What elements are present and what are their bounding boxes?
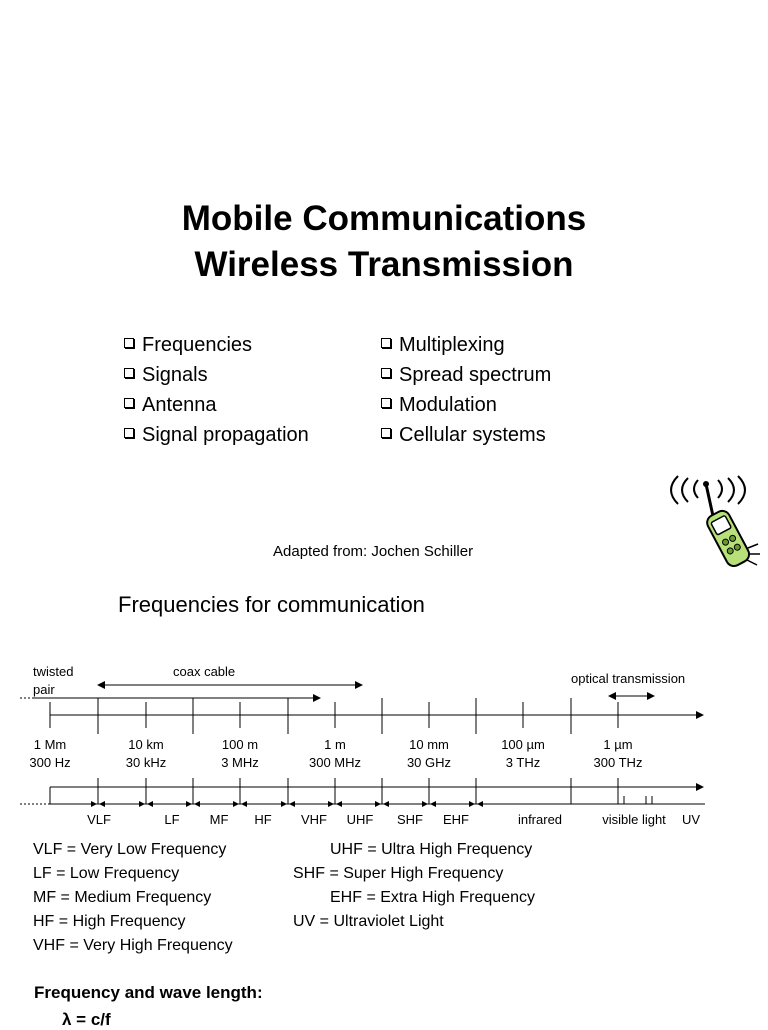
- bullet-item: [381, 360, 551, 390]
- band-label: LF: [164, 812, 180, 827]
- checkbox-bullet-icon: [124, 428, 134, 438]
- section-title: Frequencies for communication: [118, 592, 425, 617]
- band-label: EHF: [443, 812, 469, 827]
- wavelength-heading: Frequency and wave length:: [34, 983, 263, 1002]
- checkbox-bullet-icon: [124, 368, 134, 378]
- band-label: infrared: [517, 812, 563, 827]
- legend-item: VHF = Very High Frequency: [33, 937, 233, 954]
- legend-item: EHF = Extra High Frequency: [330, 889, 535, 906]
- tick-frequency-label: 3 MHz: [221, 755, 259, 770]
- tick-labels: [29, 737, 642, 770]
- bullet-item: [381, 330, 551, 360]
- bullet-text: Antenna: [142, 394, 217, 416]
- band-label: UV: [681, 812, 701, 827]
- legend-item: LF = Low Frequency: [33, 865, 180, 882]
- title-line-2: Wireless Transmission: [194, 245, 574, 284]
- bullet-item: [381, 390, 551, 420]
- legend-item: MF = Medium Frequency: [33, 889, 212, 906]
- bullet-text: Frequencies: [142, 334, 253, 356]
- bullet-list-right: [381, 330, 551, 450]
- checkbox-bullet-icon: [124, 398, 134, 408]
- band-arrowhead-right: [336, 801, 342, 807]
- band-boundary-marks: [91, 778, 652, 807]
- checkbox-bullet-icon: [381, 398, 391, 408]
- band-label: MF: [209, 812, 229, 827]
- label-twisted-pair-2: pair: [33, 682, 55, 697]
- legend-left: [33, 838, 233, 958]
- band-arrowhead-left: [375, 801, 381, 807]
- tick-wavelength-label: 10 km: [128, 737, 164, 752]
- band-label: VHF: [301, 812, 327, 827]
- top-axis-ticks: [50, 698, 618, 734]
- checkbox-bullet-icon: [124, 338, 134, 348]
- bullet-item: [381, 420, 551, 450]
- legend-item: HF = High Frequency: [33, 913, 186, 930]
- band-arrowhead-right: [430, 801, 436, 807]
- label-coax-cable: coax cable: [173, 664, 236, 679]
- bullet-item: [124, 420, 309, 450]
- legend-item: SHF = Super High Frequency: [293, 865, 504, 882]
- tick-wavelength-label: 100 µm: [501, 737, 545, 752]
- band-label: UHF: [346, 812, 374, 827]
- band-arrowhead-left: [186, 801, 192, 807]
- bullet-text: Multiplexing: [399, 334, 505, 356]
- legend-right: [293, 838, 535, 934]
- tick-frequency-label: 3 THz: [505, 755, 541, 770]
- legend-item: VLF = Very Low Frequency: [33, 841, 227, 858]
- label-twisted-pair-1: twisted: [33, 664, 74, 679]
- frequency-spectrum-diagram: [0, 650, 768, 835]
- legend-item: UV = Ultraviolet Light: [293, 913, 444, 930]
- tick-wavelength-label: 1 m: [324, 737, 346, 752]
- tick-frequency-label: 300 THz: [593, 755, 643, 770]
- band-arrowhead-right: [477, 801, 483, 807]
- tick-frequency-label: 300 Hz: [29, 755, 71, 770]
- checkbox-bullet-icon: [381, 338, 391, 348]
- tick-wavelength-label: 10 mm: [409, 737, 449, 752]
- bullet-item: [124, 360, 309, 390]
- checkbox-bullet-icon: [381, 368, 391, 378]
- band-label: VLF: [87, 812, 111, 827]
- band-label: HF: [254, 812, 272, 827]
- band-arrowhead-left: [281, 801, 287, 807]
- tick-frequency-label: 30 GHz: [406, 755, 452, 770]
- band-arrowhead-right: [194, 801, 200, 807]
- band-arrowhead-left: [139, 801, 145, 807]
- band-arrowhead-right: [147, 801, 153, 807]
- band-arrowhead-left: [328, 801, 334, 807]
- bullet-item: [124, 330, 309, 360]
- bullet-text: Signal propagation: [142, 424, 309, 446]
- tick-wavelength-label: 100 m: [221, 737, 259, 752]
- bullet-list-left: [124, 330, 309, 450]
- bullet-text: Spread spectrum: [399, 364, 552, 386]
- band-arrowhead-left: [91, 801, 97, 807]
- band-label: visible light: [602, 812, 666, 827]
- band-arrowhead-right: [289, 801, 295, 807]
- band-labels: [87, 812, 700, 827]
- checkbox-bullet-icon: [381, 428, 391, 438]
- band-arrowhead-left: [422, 801, 428, 807]
- wavelength-formula: λ = c/f: [62, 1010, 111, 1029]
- bullet-text: Modulation: [399, 394, 497, 416]
- tick-frequency-label: 300 MHz: [308, 755, 362, 770]
- band-label: SHF: [397, 812, 423, 827]
- tick-wavelength-label: 1 Mm: [33, 737, 67, 752]
- mobile-phone-clipart-icon: [658, 470, 762, 574]
- tick-wavelength-label: 1 µm: [603, 737, 633, 752]
- band-arrowhead-left: [233, 801, 239, 807]
- label-optical-transmission: optical transmission: [571, 671, 686, 686]
- tick-frequency-label: 30 kHz: [125, 755, 167, 770]
- band-arrowhead-right: [241, 801, 247, 807]
- title-line-1: Mobile Communications: [181, 199, 587, 238]
- bullet-item: [124, 390, 309, 420]
- band-arrowhead-right: [99, 801, 105, 807]
- bullet-text: Cellular systems: [399, 424, 546, 446]
- bullet-text: Signals: [142, 364, 208, 386]
- band-arrowhead-left: [469, 801, 475, 807]
- credit-text: Adapted from: Jochen Schiller: [273, 543, 474, 560]
- legend-item: UHF = Ultra High Frequency: [330, 841, 533, 858]
- band-arrowhead-right: [383, 801, 389, 807]
